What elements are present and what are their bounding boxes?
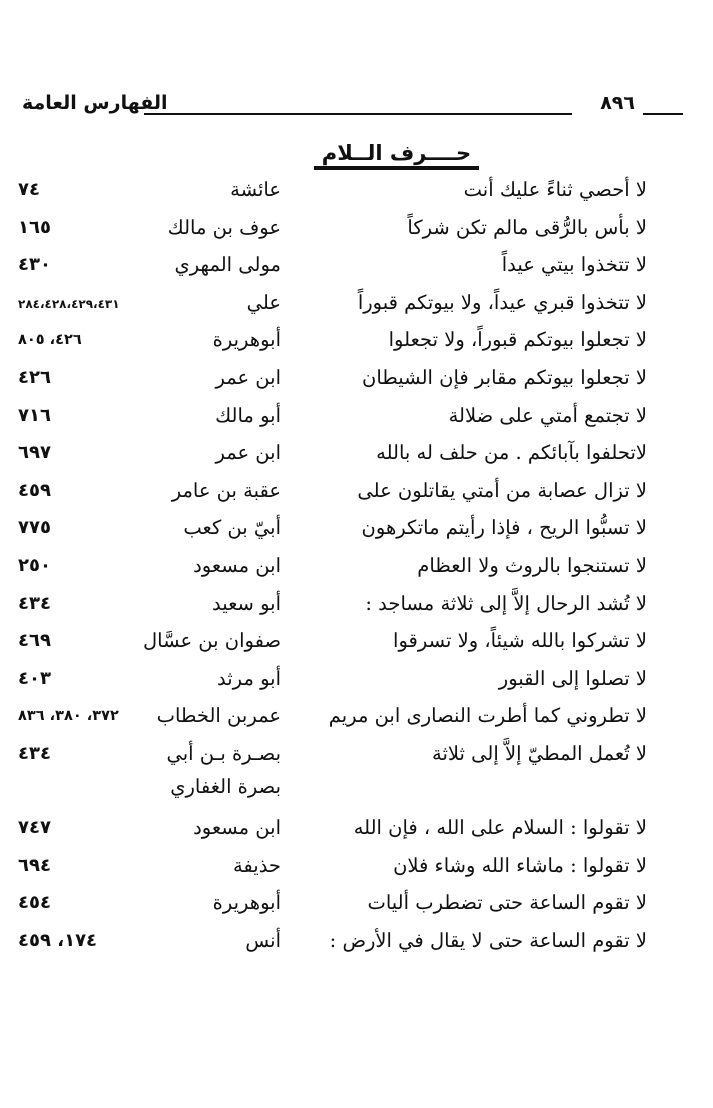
index-entry: [0, 623, 713, 661]
page-refs: ٤٠٣: [18, 667, 51, 689]
narrator: أبو مرثد: [217, 666, 281, 690]
narrator: أنس: [245, 928, 281, 952]
page-refs: ٣٧٢، ٣٨٠، ٨٣٦: [18, 708, 119, 725]
hadith-text: لا تقولوا : ماشاء الله وشاء فلان: [393, 853, 647, 877]
narrator-line-2: بصرة الغفاري: [170, 774, 281, 798]
index-entry: [0, 848, 713, 886]
narrator: علي: [246, 290, 281, 314]
narrator: [166, 742, 281, 798]
hadith-text: لا تجعلوا بيوتكم مقابر فإن الشيطان: [362, 365, 647, 389]
index-entry: [0, 661, 713, 699]
page-refs: ٤٥٤: [18, 892, 51, 914]
index-entry: [0, 586, 713, 624]
narrator: ابن مسعود: [193, 815, 281, 839]
hadith-text: لا تطروني كما أطرت النصارى ابن مريم: [328, 704, 647, 728]
hadith-text: لا تزال عصابة من أمتي يقاتلون على: [357, 478, 647, 502]
narrator: مولى المهري: [174, 253, 281, 277]
hadith-text: لا تُعمل المطيّ إلاَّ إلى ثلاثة: [432, 741, 647, 765]
hadith-text: لا تجتمع أمتي على ضلالة: [448, 403, 647, 427]
hadith-text: لا تتخذوا قبري عيداً، ولا بيوتكم قبوراً: [357, 290, 647, 314]
index-entry: [0, 360, 713, 398]
page-refs: ٧٤٧: [18, 816, 51, 838]
hadith-text: لا تقولوا : السلام على الله ، فإن الله: [353, 815, 647, 839]
index-entry: [0, 210, 713, 248]
index-entry: [0, 510, 713, 548]
page-refs: ٧٤: [18, 179, 40, 200]
narrator: عوف بن مالك: [167, 215, 281, 239]
narrator: أبو سعيد: [212, 591, 281, 615]
index-entry: [0, 923, 713, 961]
narrator-line-1: بصـرة بـن أبي: [166, 741, 281, 765]
index-entry: [0, 736, 713, 810]
index-entry: [0, 473, 713, 511]
narrator: عمربن الخطاب: [156, 704, 281, 728]
chapter-title: حــــرف الــلام: [314, 140, 479, 170]
header-rule: [144, 113, 572, 115]
page-number: ٨٩٦: [600, 92, 635, 114]
page-refs: ٤٣٤: [18, 742, 51, 764]
hadith-text: لا بأس بالرُّقى مالم تكن شركاً: [407, 215, 647, 239]
running-header: [22, 92, 683, 122]
page-refs: ٤٣٠: [18, 254, 51, 276]
index-entry: [0, 172, 713, 210]
page-refs: ٤٦٩: [18, 630, 51, 652]
narrator: عائشة: [230, 178, 281, 201]
index-list: [0, 172, 713, 960]
page-refs: ٧١٦: [18, 404, 51, 426]
page-refs: ٢٥٠: [18, 554, 51, 576]
hadith-text: لا تشركوا بالله شيئاً، ولا تسرقوا: [393, 629, 647, 653]
hadith-text: لا تصلوا إلى القبور: [498, 666, 647, 690]
hadith-text: لا تُشد الرحال إلاَّ إلى ثلاثة مساجد :: [365, 591, 647, 615]
hadith-text: لا تقوم الساعة حتى تضطرب أليات: [367, 891, 647, 915]
index-entry: [0, 698, 713, 736]
narrator: أبوهريرة: [212, 891, 281, 915]
narrator: حذيفة: [232, 853, 281, 877]
index-entry: [0, 322, 713, 360]
page-refs: ٦٩٧: [18, 442, 51, 464]
hadith-text: لا أحصي ثناءً عليك أنت: [463, 178, 647, 201]
page-refs: ٤٣٤: [18, 592, 51, 614]
page-refs: ٤٥٩: [18, 479, 51, 501]
index-entry: [0, 548, 713, 586]
page-refs: ٢٨٤،٤٢٨،٤٢٩،٤٣١: [18, 296, 120, 311]
narrator: أبو مالك: [215, 403, 281, 427]
page-refs: ٤٢٦: [18, 366, 51, 388]
page-refs: ٦٩٤: [18, 854, 51, 876]
page-refs: ٤٢٦، ٨٠٥: [18, 332, 82, 349]
index-entry: [0, 435, 713, 473]
narrator: ابن عمر: [215, 441, 281, 465]
hadith-text: لا تستنجوا بالروث ولا العظام: [417, 553, 647, 577]
narrator: صفوان بن عسَّال: [142, 629, 281, 653]
hadith-text: لا تجعلوا بيوتكم قبوراً، ولا تجعلوا: [388, 328, 647, 352]
narrator: ابن عمر: [215, 365, 281, 389]
page-refs: ١٦٥: [18, 216, 51, 238]
index-entry: [0, 285, 713, 323]
narrator: عقبة بن عامر: [171, 478, 281, 502]
hadith-text: لا تسبُّوا الريح ، فإذا رأيتم ماتكرهون: [361, 516, 647, 540]
index-entry: [0, 810, 713, 848]
page-refs: ١٧٤، ٤٥٩: [18, 929, 98, 951]
header-rule-short: [643, 113, 683, 115]
chapter-heading: [0, 140, 713, 170]
hadith-text: لاتحلفوا بآبائكم . من حلف له بالله: [376, 441, 647, 465]
index-entry: [0, 398, 713, 436]
narrator: أبيّ بن كعب: [183, 516, 281, 540]
index-entry: [0, 885, 713, 923]
page-refs: ٧٧٥: [18, 517, 51, 539]
index-entry: [0, 247, 713, 285]
section-title: الفهارس العامة: [22, 92, 168, 114]
narrator: ابن مسعود: [193, 553, 281, 577]
narrator: أبوهريرة: [212, 328, 281, 352]
hadith-text: لا تقوم الساعة حتى لا يقال في الأرض :: [329, 928, 647, 952]
hadith-text: لا تتخذوا بيتي عيداً: [501, 253, 647, 277]
